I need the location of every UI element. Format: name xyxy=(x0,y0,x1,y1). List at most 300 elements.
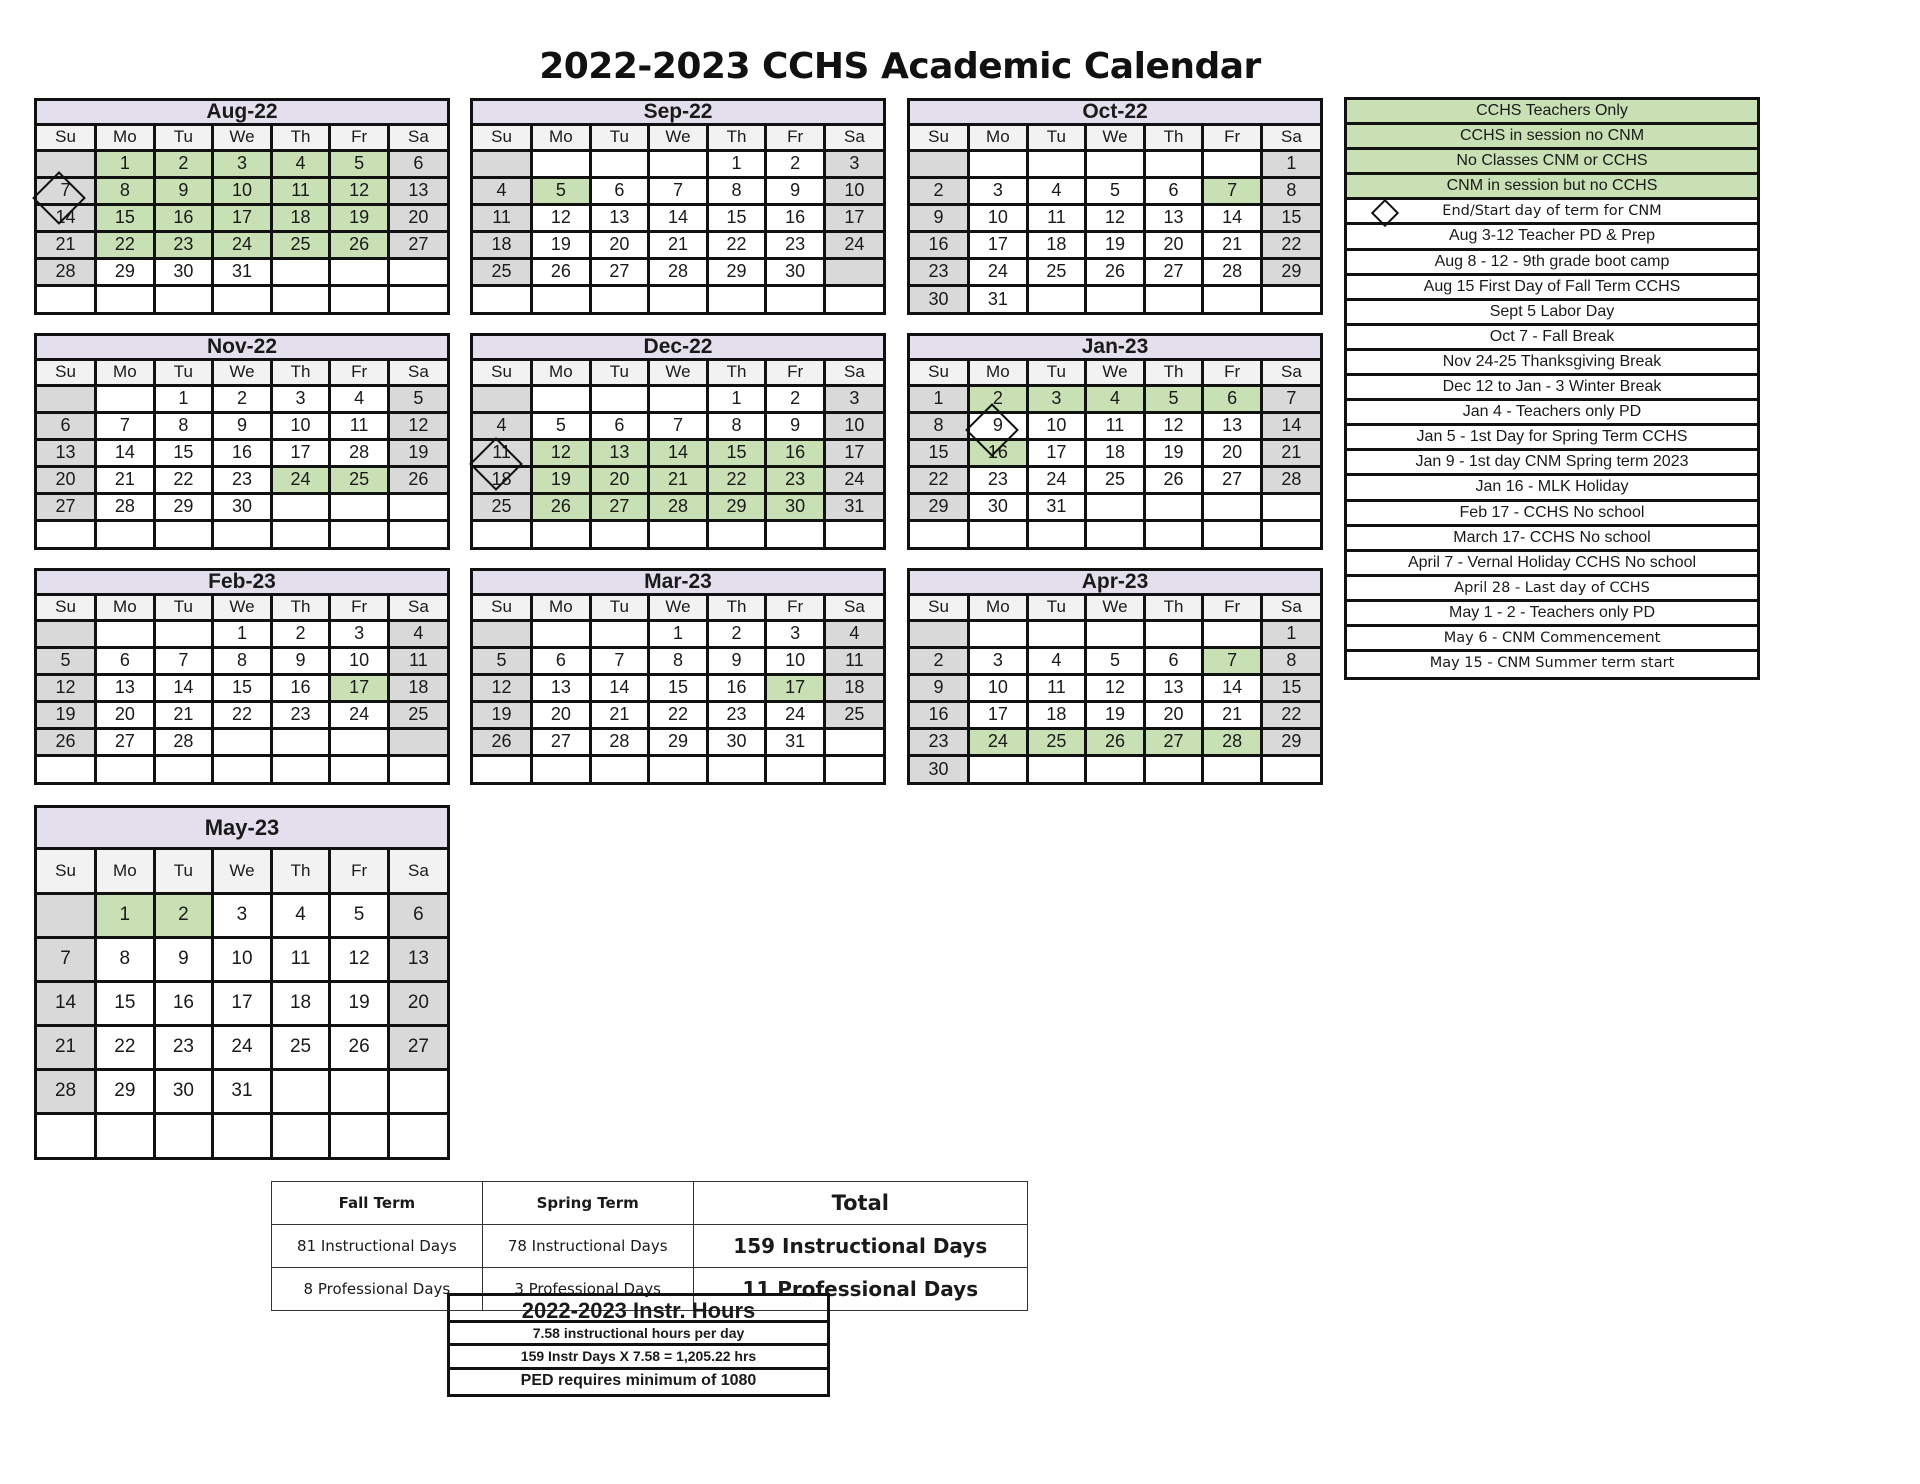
legend-item xyxy=(1347,351,1757,376)
day-cell: 4 xyxy=(824,620,883,647)
legend-item xyxy=(1347,200,1757,225)
day-cell: 29 xyxy=(1261,728,1320,755)
day-cell: 14 xyxy=(1203,674,1262,701)
empty-day-cell xyxy=(37,385,96,412)
day-cell: 15 xyxy=(649,674,708,701)
day-cell: 30 xyxy=(910,285,969,312)
month-title: Aug-22 xyxy=(37,101,447,126)
empty-day-cell xyxy=(824,285,883,312)
empty-day-cell xyxy=(1261,520,1320,547)
empty-day-cell xyxy=(388,728,447,755)
weekday-header: We xyxy=(649,126,708,150)
day-cell: 1 xyxy=(1261,150,1320,177)
day-cell: 2 xyxy=(271,620,330,647)
day-cell: 9 xyxy=(766,412,825,439)
empty-day-cell xyxy=(824,755,883,782)
day-cell: 1 xyxy=(910,385,969,412)
weekday-header: Mo xyxy=(969,126,1028,150)
weekday-header: Sa xyxy=(388,596,447,620)
legend-item-label: Nov 24-25 Thanksgiving Break xyxy=(1442,352,1662,370)
day-cell: 26 xyxy=(1086,728,1145,755)
month-sep-22 xyxy=(470,98,886,315)
empty-day-cell xyxy=(590,520,649,547)
day-cell: 30 xyxy=(766,258,825,285)
weekday-header: Th xyxy=(707,126,766,150)
day-cell: 12 xyxy=(330,177,389,204)
empty-day-cell xyxy=(96,1113,155,1157)
weekday-header: Fr xyxy=(1203,361,1262,385)
day-cell: 15 xyxy=(707,204,766,231)
day-cell: 21 xyxy=(649,466,708,493)
day-cell: 27 xyxy=(1203,466,1262,493)
day-cell: 29 xyxy=(910,493,969,520)
fall-term-header: Fall Term xyxy=(272,1182,483,1225)
empty-day-cell xyxy=(1027,755,1086,782)
day-cell: 18 xyxy=(473,466,532,493)
empty-day-cell xyxy=(96,285,155,312)
day-cell: 25 xyxy=(473,493,532,520)
month-oct-22 xyxy=(907,98,1323,315)
day-cell: 22 xyxy=(1261,701,1320,728)
day-cell: 17 xyxy=(766,674,825,701)
day-cell: 28 xyxy=(330,439,389,466)
day-cell: 23 xyxy=(910,258,969,285)
empty-day-cell xyxy=(37,755,96,782)
day-cell: 18 xyxy=(388,674,447,701)
day-cell: 31 xyxy=(766,728,825,755)
day-cell: 3 xyxy=(824,385,883,412)
day-cell: 2 xyxy=(969,385,1028,412)
day-cell: 28 xyxy=(1261,466,1320,493)
day-cell: 24 xyxy=(824,466,883,493)
day-cell: 17 xyxy=(824,439,883,466)
day-cell: 27 xyxy=(532,728,591,755)
day-cell: 25 xyxy=(473,258,532,285)
day-cell: 29 xyxy=(96,1069,155,1113)
weekday-header: Tu xyxy=(154,361,213,385)
weekday-header: We xyxy=(1086,361,1145,385)
day-cell: 8 xyxy=(707,177,766,204)
empty-day-cell xyxy=(271,520,330,547)
weekday-header: Su xyxy=(473,596,532,620)
empty-day-cell xyxy=(1027,520,1086,547)
weekday-header: We xyxy=(649,596,708,620)
day-cell: 26 xyxy=(532,493,591,520)
day-cell: 26 xyxy=(473,728,532,755)
empty-day-cell xyxy=(649,385,708,412)
day-cell: 20 xyxy=(532,701,591,728)
day-cell: 14 xyxy=(96,439,155,466)
day-cell: 1 xyxy=(96,893,155,937)
empty-day-cell xyxy=(1203,493,1262,520)
day-cell: 10 xyxy=(330,647,389,674)
day-cell: 2 xyxy=(213,385,272,412)
day-cell: 5 xyxy=(473,647,532,674)
day-cell: 4 xyxy=(1086,385,1145,412)
weekday-header: Mo xyxy=(96,126,155,150)
legend-item-label: No Classes CNM or CCHS xyxy=(1456,152,1648,170)
weekday-header: Th xyxy=(707,596,766,620)
day-cell: 17 xyxy=(969,231,1028,258)
day-cell: 6 xyxy=(590,412,649,439)
weekday-header: Tu xyxy=(1027,596,1086,620)
day-cell: 4 xyxy=(271,150,330,177)
day-cell: 6 xyxy=(37,412,96,439)
empty-day-cell xyxy=(37,285,96,312)
spring-instructional-days: 78 Instructional Days xyxy=(482,1225,693,1268)
day-cell: 24 xyxy=(969,728,1028,755)
empty-day-cell xyxy=(154,620,213,647)
day-cell: 23 xyxy=(766,231,825,258)
day-cell: 8 xyxy=(910,412,969,439)
day-cell: 1 xyxy=(213,620,272,647)
day-cell: 6 xyxy=(590,177,649,204)
day-cell: 20 xyxy=(388,204,447,231)
day-cell: 24 xyxy=(330,701,389,728)
day-cell: 1 xyxy=(96,150,155,177)
empty-day-cell xyxy=(1203,285,1262,312)
legend-item-label: Jan 4 - Teachers only PD xyxy=(1462,403,1642,421)
legend-item xyxy=(1347,401,1757,426)
day-cell: 26 xyxy=(37,728,96,755)
legend-item xyxy=(1347,150,1757,175)
empty-day-cell xyxy=(388,520,447,547)
weekday-header: Tu xyxy=(590,361,649,385)
day-cell: 28 xyxy=(96,493,155,520)
legend-item-label: May 6 - CNM Commencement xyxy=(1443,629,1661,646)
empty-day-cell xyxy=(154,755,213,782)
day-cell: 17 xyxy=(330,674,389,701)
day-cell: 10 xyxy=(1027,412,1086,439)
day-cell: 25 xyxy=(1027,258,1086,285)
day-cell: 4 xyxy=(473,177,532,204)
day-cell: 3 xyxy=(1027,385,1086,412)
day-cell: 12 xyxy=(1086,204,1145,231)
empty-day-cell xyxy=(388,755,447,782)
empty-day-cell xyxy=(330,285,389,312)
day-cell: 10 xyxy=(766,647,825,674)
day-cell: 1 xyxy=(707,150,766,177)
month-title: Sep-22 xyxy=(473,101,883,126)
weekday-header: Su xyxy=(473,361,532,385)
day-cell: 1 xyxy=(1261,620,1320,647)
month-title: Nov-22 xyxy=(37,336,447,361)
day-cell: 3 xyxy=(271,385,330,412)
terms-summary-table xyxy=(271,1181,1028,1311)
page-title: 2022-2023 CCHS Academic Calendar xyxy=(539,46,1261,87)
day-cell: 16 xyxy=(910,701,969,728)
day-cell: 1 xyxy=(154,385,213,412)
day-cell: 2 xyxy=(910,177,969,204)
instructional-hours-box xyxy=(447,1293,830,1397)
month-nov-22 xyxy=(34,333,450,550)
empty-day-cell xyxy=(1027,150,1086,177)
day-cell: 7 xyxy=(1203,647,1262,674)
day-cell: 13 xyxy=(590,439,649,466)
empty-day-cell xyxy=(824,728,883,755)
day-cell: 6 xyxy=(1144,177,1203,204)
empty-day-cell xyxy=(473,755,532,782)
fall-professional-days: 8 Professional Days xyxy=(272,1268,483,1311)
day-cell: 27 xyxy=(96,728,155,755)
day-cell: 21 xyxy=(37,1025,96,1069)
weekday-header: Sa xyxy=(1261,126,1320,150)
day-cell: 26 xyxy=(330,1025,389,1069)
day-cell: 8 xyxy=(96,177,155,204)
day-cell: 28 xyxy=(1203,258,1262,285)
day-cell: 15 xyxy=(154,439,213,466)
day-cell: 5 xyxy=(1144,385,1203,412)
day-cell: 18 xyxy=(1027,701,1086,728)
empty-day-cell xyxy=(271,493,330,520)
empty-day-cell xyxy=(1086,150,1145,177)
day-cell: 22 xyxy=(96,231,155,258)
empty-day-cell xyxy=(473,285,532,312)
day-cell: 12 xyxy=(473,674,532,701)
day-cell: 22 xyxy=(910,466,969,493)
day-cell: 24 xyxy=(969,258,1028,285)
legend-item-label: CCHS in session no CNM xyxy=(1459,127,1645,145)
day-cell: 8 xyxy=(649,647,708,674)
day-cell: 17 xyxy=(824,204,883,231)
day-cell: 15 xyxy=(1261,204,1320,231)
day-cell: 4 xyxy=(330,385,389,412)
weekday-header: Sa xyxy=(824,596,883,620)
day-cell: 9 xyxy=(766,177,825,204)
weekday-header: Tu xyxy=(1027,361,1086,385)
day-cell: 10 xyxy=(824,412,883,439)
empty-day-cell xyxy=(37,1113,96,1157)
empty-day-cell xyxy=(37,150,96,177)
weekday-header: Tu xyxy=(154,850,213,893)
day-cell: 12 xyxy=(1086,674,1145,701)
day-cell: 13 xyxy=(1203,412,1262,439)
day-cell: 30 xyxy=(910,755,969,782)
empty-day-cell xyxy=(37,520,96,547)
day-cell: 5 xyxy=(388,385,447,412)
empty-day-cell xyxy=(590,285,649,312)
day-cell: 4 xyxy=(1027,177,1086,204)
empty-day-cell xyxy=(1086,755,1145,782)
day-cell: 4 xyxy=(388,620,447,647)
day-cell: 8 xyxy=(213,647,272,674)
total-professional-days: 11 Professional Days xyxy=(693,1268,1027,1311)
day-cell: 26 xyxy=(1144,466,1203,493)
legend-item-label: CCHS Teachers Only xyxy=(1476,102,1628,119)
day-cell: 11 xyxy=(1086,412,1145,439)
day-cell: 7 xyxy=(1261,385,1320,412)
empty-day-cell xyxy=(473,520,532,547)
empty-day-cell xyxy=(707,285,766,312)
day-cell: 29 xyxy=(1261,258,1320,285)
day-cell: 23 xyxy=(910,728,969,755)
legend-item-label: End/Start day of term for CNM xyxy=(1442,203,1662,220)
day-cell: 8 xyxy=(1261,177,1320,204)
legend-item xyxy=(1347,602,1757,627)
empty-day-cell xyxy=(1261,755,1320,782)
weekday-header: We xyxy=(213,850,272,893)
day-cell: 8 xyxy=(96,937,155,981)
day-cell: 5 xyxy=(330,893,389,937)
legend-item xyxy=(1347,175,1757,200)
empty-day-cell xyxy=(1203,755,1262,782)
empty-day-cell xyxy=(1086,493,1145,520)
month-mar-23 xyxy=(470,568,886,785)
weekday-header: Su xyxy=(37,126,96,150)
day-cell: 12 xyxy=(330,937,389,981)
day-cell: 2 xyxy=(766,150,825,177)
day-cell: 25 xyxy=(330,466,389,493)
empty-day-cell xyxy=(271,258,330,285)
weekday-header: We xyxy=(1086,596,1145,620)
day-cell: 28 xyxy=(154,728,213,755)
day-cell: 3 xyxy=(330,620,389,647)
empty-day-cell xyxy=(1203,620,1262,647)
weekday-header: Su xyxy=(37,361,96,385)
day-cell: 21 xyxy=(1203,231,1262,258)
day-cell: 18 xyxy=(824,674,883,701)
day-cell: 12 xyxy=(532,204,591,231)
day-cell: 14 xyxy=(649,439,708,466)
day-cell: 25 xyxy=(1027,728,1086,755)
legend-item-label: Sept 5 Labor Day xyxy=(1489,302,1615,320)
day-cell: 3 xyxy=(824,150,883,177)
empty-day-cell xyxy=(330,1113,389,1157)
day-cell: 23 xyxy=(154,231,213,258)
day-cell: 9 xyxy=(213,412,272,439)
day-cell: 10 xyxy=(271,412,330,439)
day-cell: 10 xyxy=(969,674,1028,701)
weekday-header: Fr xyxy=(330,596,389,620)
weekday-header: Fr xyxy=(330,126,389,150)
day-cell: 3 xyxy=(213,893,272,937)
weekday-header: Fr xyxy=(330,850,389,893)
day-cell: 29 xyxy=(154,493,213,520)
empty-day-cell xyxy=(330,520,389,547)
weekday-header: Th xyxy=(271,361,330,385)
day-cell: 26 xyxy=(1086,258,1145,285)
day-cell: 9 xyxy=(154,937,213,981)
empty-day-cell xyxy=(271,1113,330,1157)
day-cell: 14 xyxy=(590,674,649,701)
empty-day-cell xyxy=(766,285,825,312)
day-cell: 3 xyxy=(213,150,272,177)
day-cell: 15 xyxy=(96,981,155,1025)
day-cell: 31 xyxy=(1027,493,1086,520)
day-cell: 2 xyxy=(154,893,213,937)
day-cell: 17 xyxy=(213,204,272,231)
day-cell: 11 xyxy=(330,412,389,439)
weekday-header: Sa xyxy=(824,126,883,150)
day-cell: 1 xyxy=(649,620,708,647)
empty-day-cell xyxy=(969,620,1028,647)
day-cell: 31 xyxy=(213,1069,272,1113)
weekday-header: Th xyxy=(1144,126,1203,150)
day-cell: 31 xyxy=(824,493,883,520)
day-cell: 17 xyxy=(271,439,330,466)
legend-item-label: Jan 9 - 1st day CNM Spring term 2023 xyxy=(1415,453,1689,471)
empty-day-cell xyxy=(154,285,213,312)
empty-day-cell xyxy=(96,620,155,647)
month-aug-22 xyxy=(34,98,450,315)
empty-day-cell xyxy=(37,620,96,647)
empty-day-cell xyxy=(590,385,649,412)
day-cell: 21 xyxy=(590,701,649,728)
legend-item-label: May 1 - 2 - Teachers only PD xyxy=(1448,603,1655,621)
day-cell: 16 xyxy=(213,439,272,466)
day-cell: 14 xyxy=(649,204,708,231)
day-cell: 11 xyxy=(271,177,330,204)
weekday-header: Sa xyxy=(824,361,883,385)
day-cell: 14 xyxy=(1203,204,1262,231)
month-title: Apr-23 xyxy=(910,571,1320,596)
day-cell: 30 xyxy=(969,493,1028,520)
day-cell: 27 xyxy=(1144,258,1203,285)
day-cell: 23 xyxy=(766,466,825,493)
empty-day-cell xyxy=(1144,620,1203,647)
day-cell: 9 xyxy=(707,647,766,674)
weekday-header: We xyxy=(649,361,708,385)
empty-day-cell xyxy=(1144,285,1203,312)
day-cell: 24 xyxy=(766,701,825,728)
weekday-header: Sa xyxy=(1261,596,1320,620)
weekday-header: Su xyxy=(473,126,532,150)
day-cell: 12 xyxy=(1144,412,1203,439)
legend-item xyxy=(1347,502,1757,527)
day-cell: 12 xyxy=(532,439,591,466)
day-cell: 5 xyxy=(37,647,96,674)
empty-day-cell xyxy=(213,728,272,755)
hours-per-day: 7.58 instructional hours per day xyxy=(450,1323,827,1346)
legend-item xyxy=(1347,301,1757,326)
day-cell: 20 xyxy=(590,466,649,493)
weekday-header: Sa xyxy=(388,126,447,150)
day-cell: 4 xyxy=(1027,647,1086,674)
legend-item-label: CNM in session but no CCHS xyxy=(1446,177,1658,195)
day-cell: 22 xyxy=(1261,231,1320,258)
day-cell: 15 xyxy=(96,204,155,231)
empty-day-cell xyxy=(590,620,649,647)
legend-item xyxy=(1347,125,1757,150)
day-cell: 20 xyxy=(37,466,96,493)
day-cell: 19 xyxy=(1086,701,1145,728)
day-cell: 28 xyxy=(590,728,649,755)
day-cell: 24 xyxy=(1027,466,1086,493)
day-cell: 24 xyxy=(213,1025,272,1069)
empty-day-cell xyxy=(649,520,708,547)
weekday-header: Su xyxy=(37,596,96,620)
day-cell: 7 xyxy=(37,937,96,981)
month-may-23 xyxy=(34,805,450,1160)
day-cell: 6 xyxy=(388,150,447,177)
day-cell: 22 xyxy=(707,231,766,258)
day-cell: 19 xyxy=(388,439,447,466)
day-cell: 28 xyxy=(1203,728,1262,755)
empty-day-cell xyxy=(649,150,708,177)
weekday-header: Tu xyxy=(590,596,649,620)
day-cell: 7 xyxy=(37,177,96,204)
weekday-header: Fr xyxy=(766,596,825,620)
day-cell: 22 xyxy=(649,701,708,728)
empty-day-cell xyxy=(910,150,969,177)
weekday-header: Th xyxy=(271,126,330,150)
day-cell: 23 xyxy=(213,466,272,493)
day-cell: 24 xyxy=(824,231,883,258)
weekday-header: Su xyxy=(910,596,969,620)
empty-day-cell xyxy=(96,755,155,782)
legend-item xyxy=(1347,100,1757,125)
day-cell: 28 xyxy=(649,258,708,285)
